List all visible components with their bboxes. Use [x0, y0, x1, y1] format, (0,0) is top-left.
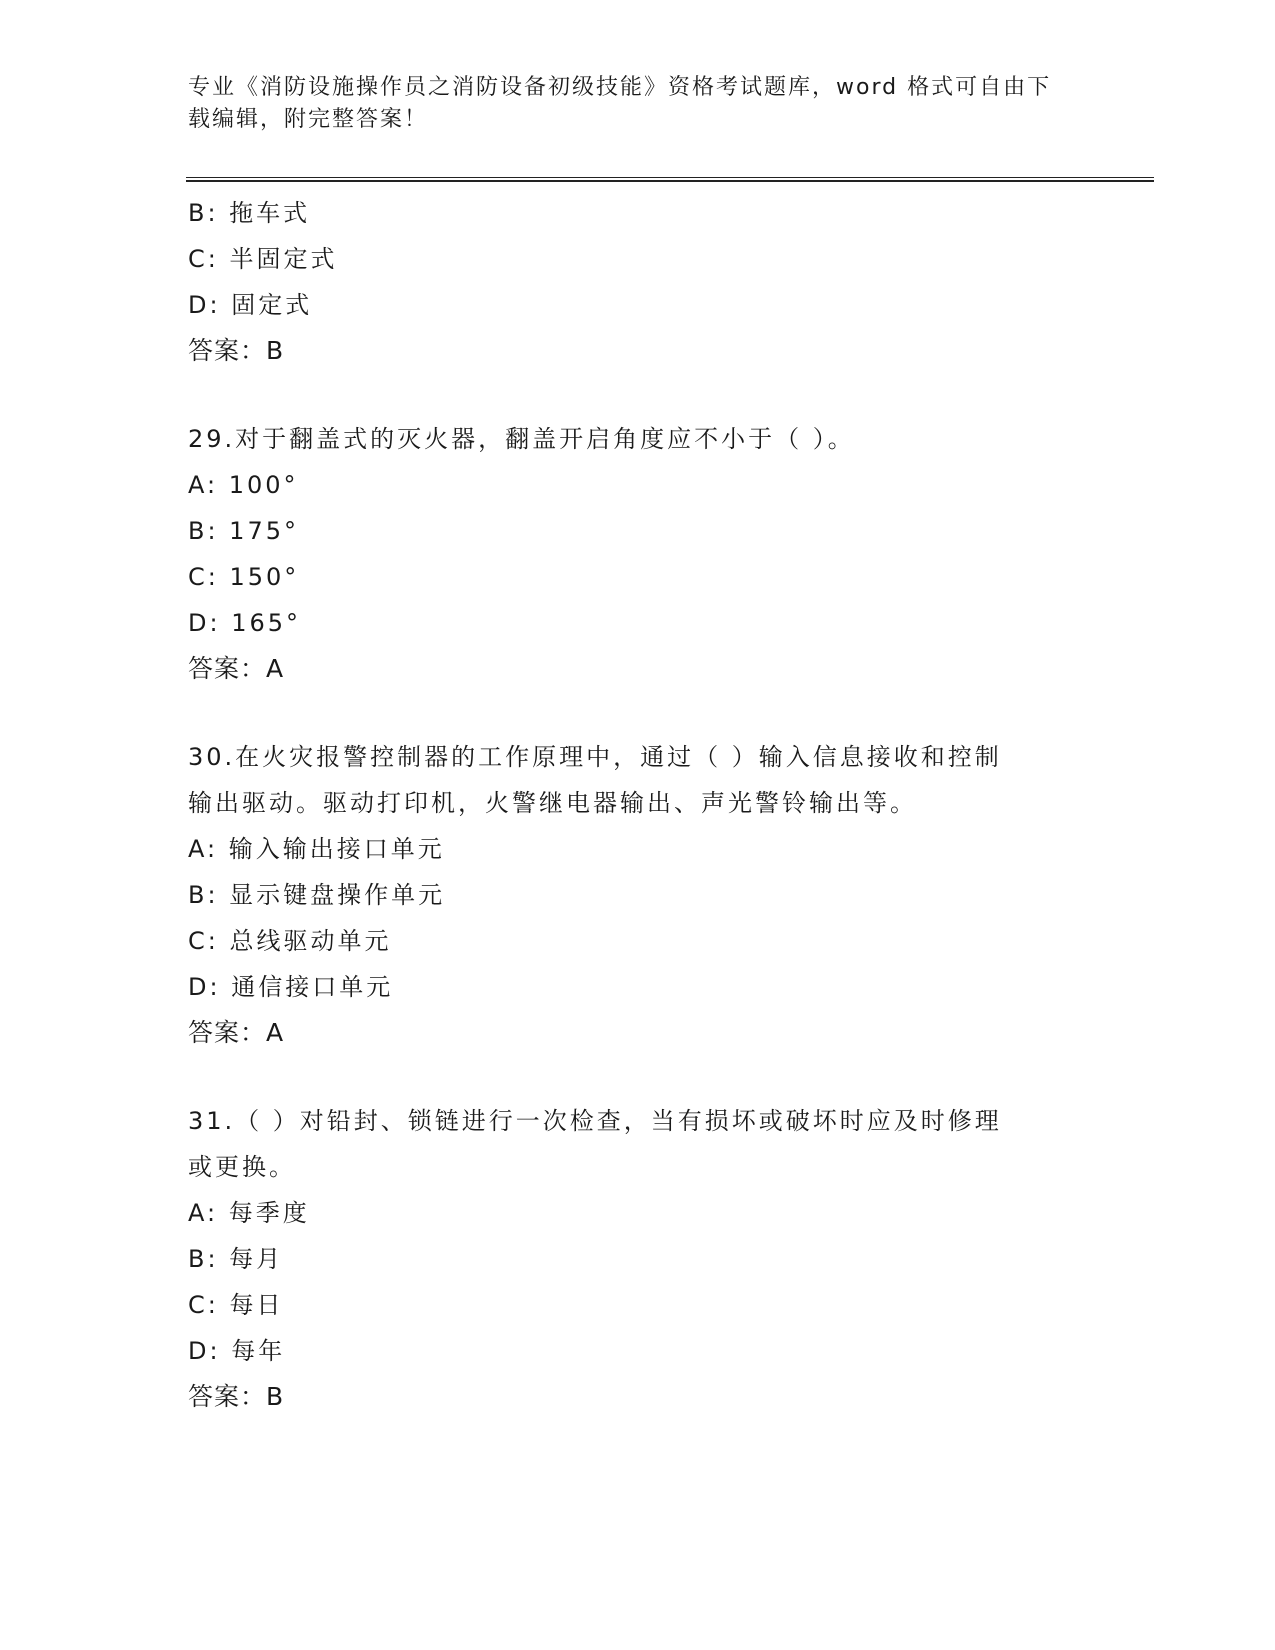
option-b: B: 175° — [188, 517, 299, 545]
header-line-2: 载编辑，附完整答案！ — [188, 107, 429, 132]
option-b: B: 拖车式 — [188, 199, 311, 227]
option-c: C: 总线驱动单元 — [188, 927, 392, 955]
answer: 答案：A — [188, 654, 285, 683]
question-fragment — [188, 190, 1088, 374]
question-29 — [188, 416, 1088, 692]
header-line-1: 专业《消防设施操作员之消防设备初级技能》资格考试题库，word 格式可自由下 — [188, 75, 1052, 100]
option-d: D: 每年 — [188, 1337, 286, 1365]
question-text: 29.对于翻盖式的灭火器，翻盖开启角度应不小于（ ）。 — [188, 425, 855, 453]
option-c: C: 半固定式 — [188, 245, 338, 273]
question-text-line-1: 31.（ ）对铅封、锁链进行一次检查，当有损坏或破坏时应及时修理 — [188, 1107, 1002, 1135]
option-c: C: 每日 — [188, 1291, 284, 1319]
question-text-line-2: 或更换。 — [188, 1153, 296, 1181]
page-header — [188, 72, 1088, 136]
option-d: D: 165° — [188, 609, 302, 637]
option-a: A: 每季度 — [188, 1199, 310, 1227]
option-c: C: 150° — [188, 563, 300, 591]
question-text-line-1: 30.在火灾报警控制器的工作原理中，通过（ ）输入信息接收和控制 — [188, 743, 1002, 771]
header-divider — [186, 177, 1154, 182]
option-d: D: 通信接口单元 — [188, 973, 394, 1001]
answer: 答案：B — [188, 1382, 285, 1411]
option-d: D: 固定式 — [188, 291, 313, 319]
answer: 答案：A — [188, 1018, 285, 1047]
question-text-line-2: 输出驱动。驱动打印机，火警继电器输出、声光警铃输出等。 — [188, 789, 917, 817]
answer: 答案：B — [188, 336, 285, 365]
option-a: A: 输入输出接口单元 — [188, 835, 445, 863]
question-30 — [188, 734, 1088, 1056]
option-b: B: 每月 — [188, 1245, 284, 1273]
option-a: A: 100° — [188, 471, 299, 499]
question-list — [188, 190, 1088, 1420]
question-31 — [188, 1098, 1088, 1420]
option-b: B: 显示键盘操作单元 — [188, 881, 446, 909]
